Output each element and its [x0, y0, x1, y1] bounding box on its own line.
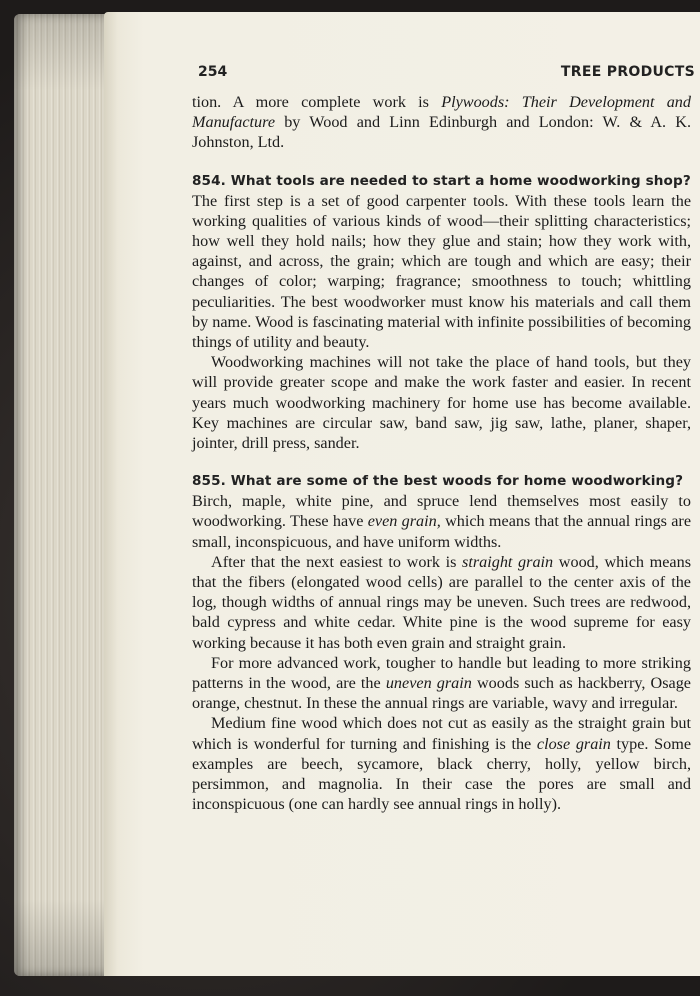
answer-855-paragraph-4 — [192, 713, 691, 814]
running-title: TREE PRODUCTS — [560, 64, 695, 80]
italic-term: uneven grain — [385, 674, 472, 693]
answer-855-paragraph-3 — [192, 653, 691, 714]
answer-855-paragraph-1 — [192, 491, 691, 552]
page-edges — [14, 14, 110, 976]
question-854-heading: 854. What tools are needed to start a home woodworking shop? — [192, 172, 691, 189]
intro-text-end: by Wood and Linn Edinburgh and London: W. & A. K. Johnston, Ltd. — [192, 113, 691, 152]
intro-paragraph — [192, 92, 691, 153]
book-title: Plywoods: Their Development and Manufacture — [192, 93, 691, 132]
italic-term: close grain — [536, 734, 611, 753]
answer-855-paragraph-2 — [192, 552, 691, 653]
question-855-heading: 855. What are some of the best woods for home woodworking? — [192, 473, 684, 490]
text-run: Medium fine wood which does not cut as easily as the straight grain but which is wonderful for turning and finishing is the — [192, 714, 691, 753]
text-run: wood, which means that the fibers (elongated wood cells) are parallel to the center axis of the log, though widths of annual rings may be uneven. Such trees are redwood, bald cypress and white cedar. White pine is the wood supreme for easy working because it has both even grain and straight grain. — [192, 552, 692, 652]
text-run: For more advanced work, tougher to handle but leading to more striking patterns in the wood, are the — [192, 653, 691, 693]
text-run: After that the next easiest to work is — [211, 552, 463, 571]
page-header — [198, 64, 695, 86]
italic-term: straight grain — [462, 552, 554, 571]
page-number: 254 — [198, 64, 228, 80]
answer-854-paragraph-2: Woodworking machines will not take the place of hand tools, but they will provide greater scope and make the work faster and easier. In recent years much woodworking machinery for home use has become available. Key machines are circular saw, band saw, jig saw, lathe, planer, shaper, jointer, drill press, sander. — [192, 353, 691, 453]
intro-text: tion. A more complete work is — [192, 93, 442, 111]
text-run: type. Some examples are beech, sycamore, black cherry, holly, yellow birch, persimmon, and magnolia. In their case the pores are small and inconspicuous (one can hardly see annual rings in holly). — [192, 734, 691, 814]
text-run: Birch, maple, white pine, and spruce lend themselves most easily to woodworking. These have — [192, 492, 691, 531]
body-text — [192, 92, 691, 815]
text-run: which means that the annual rings are small, inconspicuous, and have uniform widths. — [192, 512, 692, 551]
answer-854-paragraph-1: The first step is a set of good carpenter tools. With these tools learn the working qualities of various kinds of wood—their splitting characteristics; how well they hold nails; how they glue and stain; how they work with, against, and across, the grain; which are tough and which are easy; their changes of color; warping; fragrance; smoothness to touch; whittling peculiarities. The best woodworker must know his materials and call them by name. Wood is fascinating material with infinite possibilities of becoming things of utility and beauty. — [192, 191, 691, 352]
text-run: woods such as hackberry, Osage orange, chestnut. In these the annual rings are variable, wavy and irregular. — [192, 674, 691, 713]
italic-term: even grain, — [367, 512, 441, 531]
